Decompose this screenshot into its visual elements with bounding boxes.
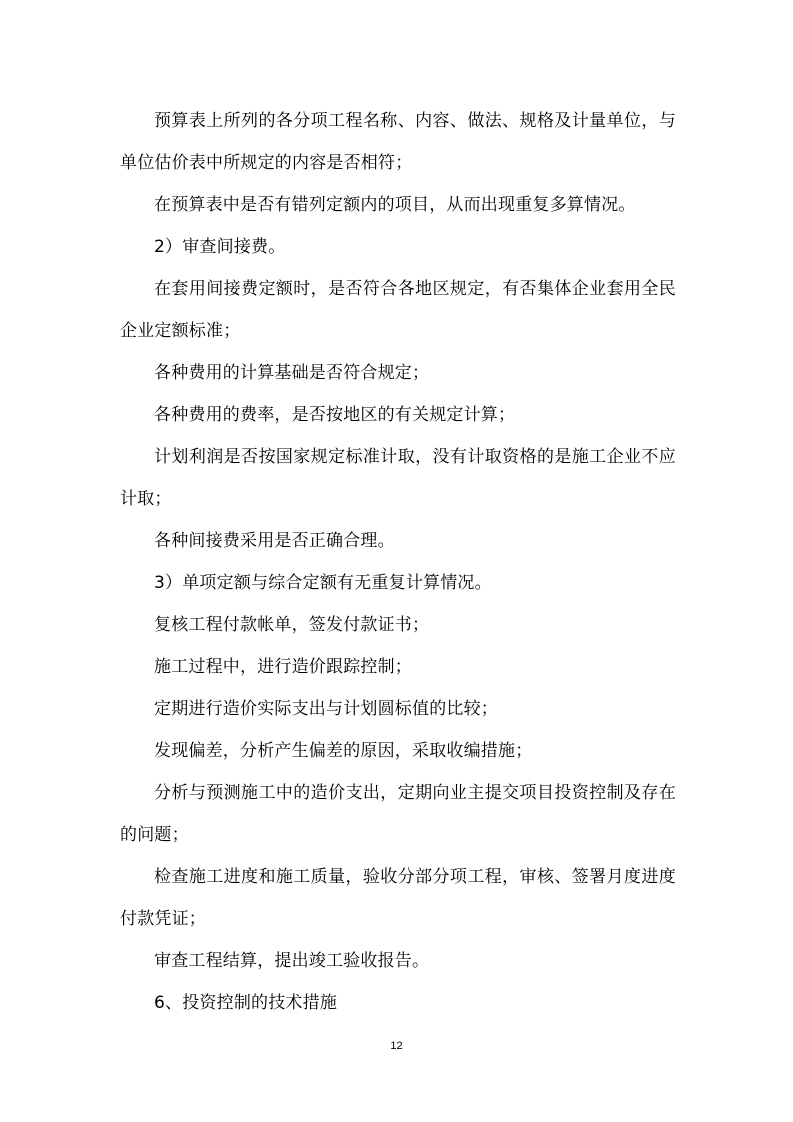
paragraph: 2）审查间接费。: [154, 237, 286, 257]
paragraph: 预算表上所列的各分项工程名称、内容、做法、规格及计量单位，与单位估价表中所规定的内容是否相符；: [120, 111, 676, 173]
paragraph: 复核工程付款帐单，签发付款证书；: [154, 615, 430, 635]
paragraph: 各种费用的计算基础是否符合规定；: [154, 363, 430, 383]
paragraph: 计划利润是否按国家规定标准计取，没有计取资格的是施工企业不应计取；: [120, 447, 676, 509]
paragraph: 各种费用的费率，是否按地区的有关规定计算；: [154, 405, 516, 425]
paragraph: 检查施工进度和施工质量，验收分部分项工程，审核、签署月度进度付款凭证；: [120, 867, 676, 929]
page-number: 12: [390, 1040, 403, 1052]
section-heading: 6、投资控制的技术措施: [154, 993, 338, 1013]
body-text: [120, 100, 676, 1024]
paragraph: 在套用间接费定额时，是否符合各地区规定，有否集体企业套用全民企业定额标准；: [120, 279, 676, 341]
paragraph: 在预算表中是否有错列定额内的项目，从而出现重复多算情况。: [154, 195, 636, 215]
paragraph: 3）单项定额与综合定额有无重复计算情况。: [154, 573, 492, 593]
paragraph: 发现偏差，分析产生偏差的原因，采取收编措施；: [154, 741, 533, 761]
paragraph: 定期进行造价实际支出与计划圆标值的比较；: [154, 699, 498, 719]
paragraph: 审查工程结算，提出竣工验收报告。: [154, 951, 430, 971]
paragraph: 各种间接费采用是否正确合理。: [154, 531, 395, 551]
paragraph: 施工过程中，进行造价跟踪控制；: [154, 657, 412, 677]
paragraph: 分析与预测施工中的造价支出，定期向业主提交项目投资控制及存在的问题；: [120, 783, 676, 845]
